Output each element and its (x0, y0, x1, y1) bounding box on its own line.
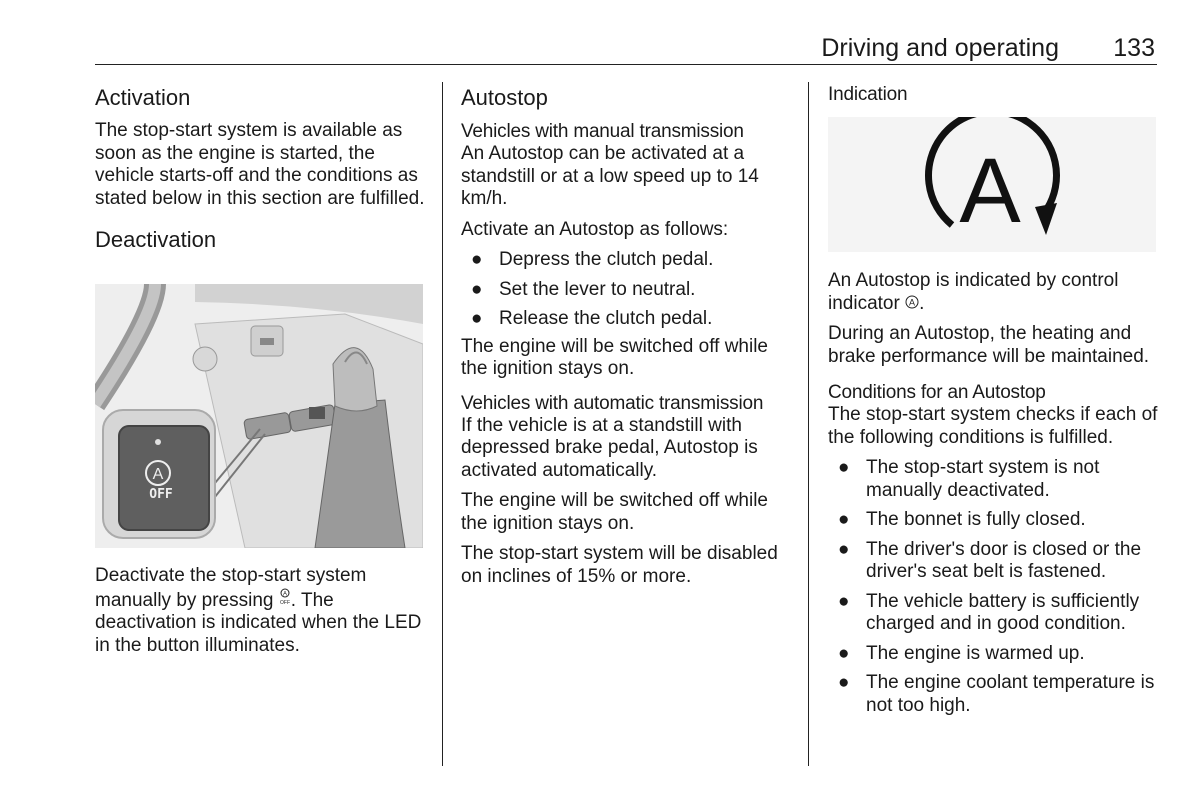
automatic-transmission-heading: Vehicles with automatic transmission (461, 392, 764, 414)
activation-steps (461, 249, 795, 331)
manual-transmission-heading: Vehicles with manual transmission (461, 121, 744, 142)
conditions-list (828, 457, 1158, 717)
manual-text: An Autostop can be activated at a standstill or at a low speed up to 14 km/h. (461, 143, 759, 209)
deactivation-text-block (95, 565, 430, 665)
indication-heading: Indication (828, 84, 908, 105)
switched-off-text-1: The engine will be switched off while the ignition stays on. (461, 335, 768, 379)
svg-text:OFF: OFF (279, 599, 290, 606)
column-left (95, 84, 430, 254)
autostop-indicator-small-icon (905, 295, 919, 309)
list-item: ● The vehicle battery is sufficiently charged and in good condition. (838, 590, 1140, 634)
figure-indicator (828, 117, 1156, 252)
figure-console (95, 284, 423, 548)
column-right (828, 84, 1158, 106)
autostop-indicator-icon (828, 117, 1156, 252)
deactivation-heading: Deactivation (95, 227, 217, 252)
activation-heading: Activation (95, 85, 191, 110)
column-divider-2 (808, 82, 809, 766)
svg-text:A: A (909, 297, 916, 307)
list-item: ● The engine coolant temperature is not too high. (838, 672, 1155, 716)
autostop-heading: Autostop (461, 85, 548, 110)
activate-intro: Activate an Autostop as follows: (461, 218, 729, 240)
page-header (95, 30, 1157, 65)
deactivation-text: Deactivate the stop-start system manually by pressing A OFF . The deactivation is indicated when the LED in the button illuminates. (95, 565, 422, 656)
conditions-intro: The stop-start system checks if each of the following conditions is fulfilled. (828, 404, 1158, 448)
off-label: OFF (149, 487, 173, 502)
svg-text:A: A (282, 591, 287, 597)
switched-off-text-2: The engine will be switched off while the ignition stays on. (461, 490, 768, 534)
page-number: 133 (1113, 34, 1155, 62)
svg-text:A: A (959, 140, 1021, 242)
indication-text-block (828, 270, 1158, 724)
list-item: ● Depress the clutch pedal. (471, 249, 714, 270)
automatic-text: If the vehicle is at a standstill with depressed brake pedal, Autostop is activated automatically. (461, 414, 758, 481)
heating-text: During an Autostop, the heating and brake performance will be maintained. (828, 323, 1150, 367)
list-item: ● The engine is warmed up. (838, 642, 1085, 664)
list-item: ● The bonnet is fully closed. (838, 509, 1086, 530)
conditions-heading: Conditions for an Autostop (828, 382, 1046, 403)
list-item: ● The driver's door is closed or the driver's seat belt is fastened. (838, 538, 1142, 582)
indicated-text: An Autostop is indicated by control indicator A . (828, 270, 1119, 314)
column-divider-1 (442, 82, 443, 766)
activation-text: The stop-start system is available as soon as the engine is started, the vehicle starts-off and the conditions as stated below in this section are fulfilled. (95, 120, 425, 209)
list-item: ● Set the lever to neutral. (471, 278, 696, 300)
section-title: Driving and operating (821, 34, 1059, 62)
console-illustration (95, 284, 423, 548)
svg-text:A: A (152, 466, 164, 483)
incline-text: The stop-start system will be disabled on inclines of 15% or more. (461, 543, 778, 587)
autostop-off-icon (279, 588, 291, 606)
column-middle (461, 84, 795, 596)
list-item: ● Release the clutch pedal. (471, 308, 713, 329)
list-item: ● The stop-start system is not manually deactivated. (838, 457, 1100, 501)
